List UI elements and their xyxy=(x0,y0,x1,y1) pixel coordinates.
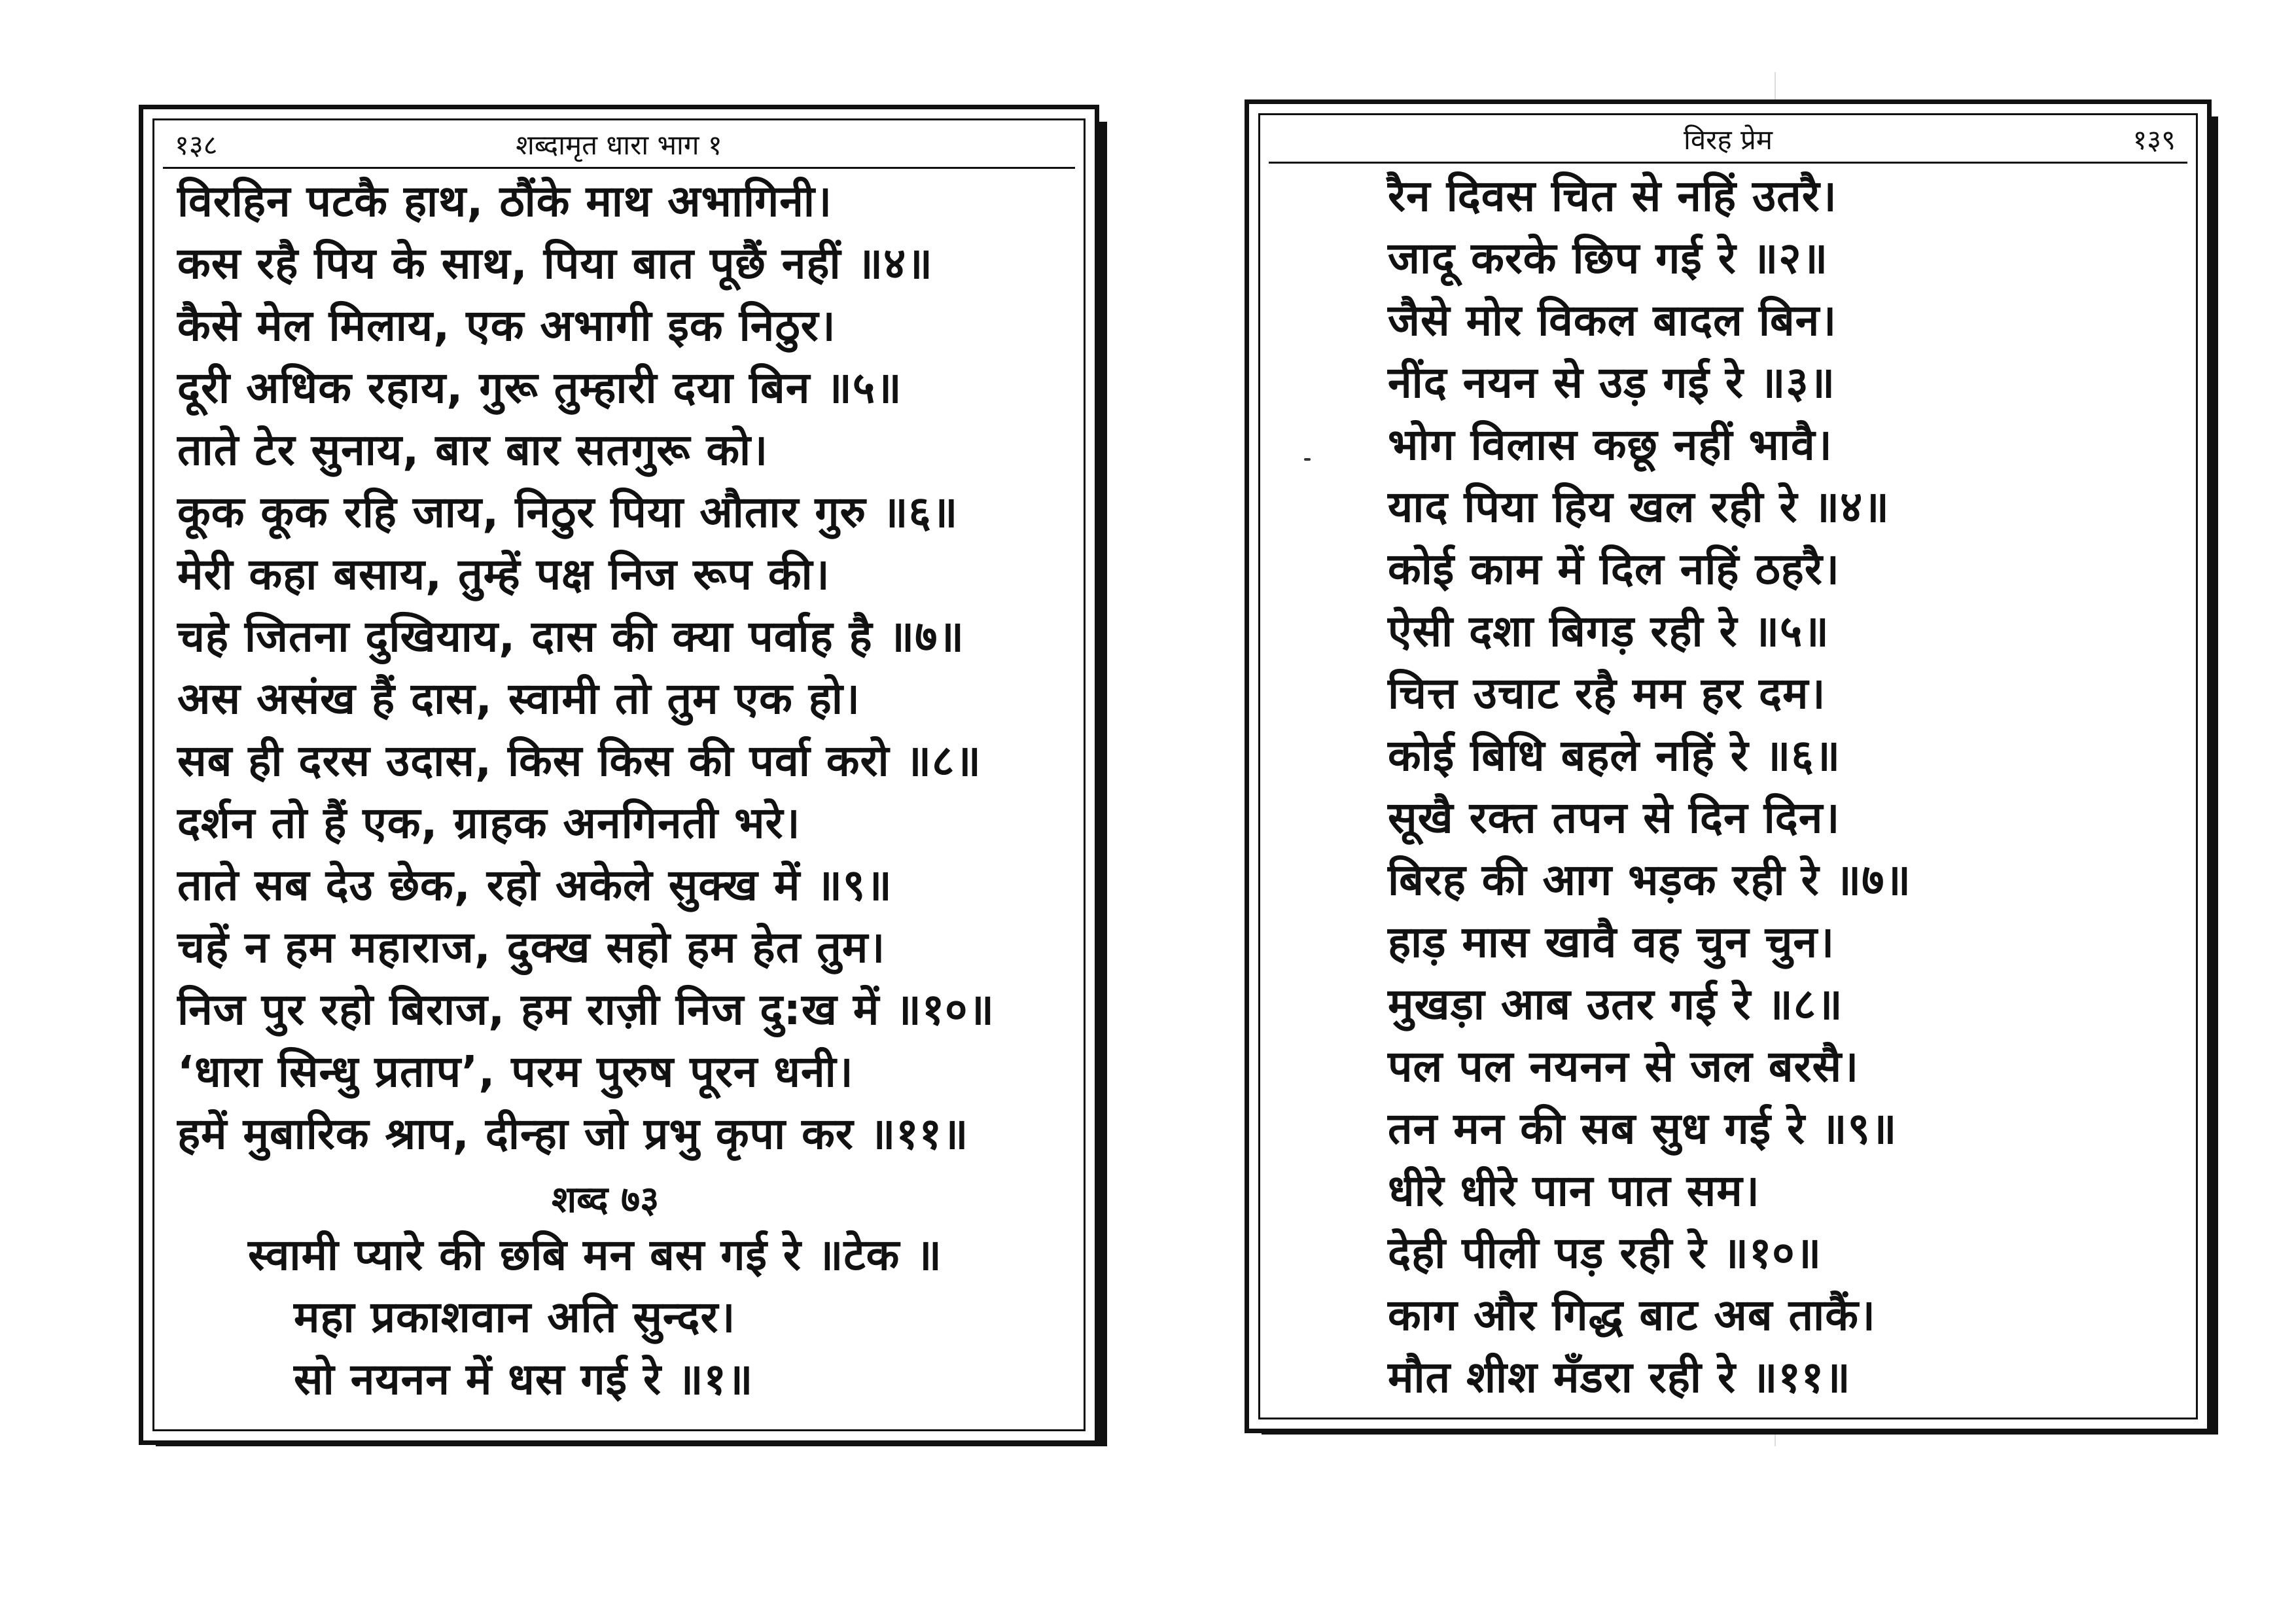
verse-line: कूक कूक रहि जाय, निठुर पिया औतार गुरु ॥६॥ xyxy=(177,487,959,537)
verse-line: दर्शन तो हैं एक, ग्राहक अनगिनती भरे। xyxy=(177,798,801,848)
shabd-line: महा प्रकाशवान अति सुन्दर। xyxy=(294,1292,736,1342)
verse-line: हाड़ मास खावै वह चुन चुन। xyxy=(1388,917,1835,967)
left-page-shadow-right xyxy=(1098,122,1107,1446)
shabd-heading: शब्द ७३ xyxy=(552,1179,660,1221)
shabd-line: सो नयनन में धस गई रे ॥१॥ xyxy=(294,1354,754,1404)
left-running-title: शब्दामृत धारा भाग १ xyxy=(516,129,722,161)
verse-line: धीरे धीरे पान पात सम। xyxy=(1388,1166,1760,1216)
verse-line: कोई बिधि बहले नहिं रे ॥६॥ xyxy=(1388,730,1841,781)
verse-line: जैसे मोर विकल बादल बिन। xyxy=(1388,295,1837,346)
verse-line: ‘धारा सिन्धु प्रताप’, परम पुरुष पूरन धनी। xyxy=(177,1046,854,1097)
verse-line: नींद नयन से उड़ गई रे ॥३॥ xyxy=(1388,357,1836,408)
verse-line: काग और गिद्ध बाट अब ताकैं। xyxy=(1388,1290,1876,1340)
scan-speck xyxy=(1304,458,1311,461)
right-running-title: विरह प्रेम xyxy=(1683,124,1773,156)
verse-line: सब ही दरस उदास, किस किस की पर्वा करो ॥८॥ xyxy=(177,736,981,786)
verse-line: अस असंख हैं दास, स्वामी तो तुम एक हो। xyxy=(177,673,860,724)
verse-line: जादू करके छिप गई रे ॥२॥ xyxy=(1388,233,1829,283)
verse-line: हमें मुबारिक श्राप, दीन्हा जो प्रभु कृपा कर ॥११॥ xyxy=(177,1109,969,1159)
verse-line: दूरी अधिक रहाय, गुरू तुम्हारी दया बिन ॥५॥ xyxy=(177,363,902,413)
verse-line: रैन दिवस चित से नहिं उतरै। xyxy=(1388,171,1837,221)
verse-line: मौत शीश मँडरा रही रे ॥११॥ xyxy=(1388,1352,1851,1402)
verse-line: चहे जितना दुखियाय, दास की क्या पर्वाह है ॥७॥ xyxy=(177,611,965,662)
verse-line: ताते सब देउ छेक, रहो अकेले सुक्ख में ॥९॥ xyxy=(177,860,892,910)
shabd-line: स्वामी प्यारे की छबि मन बस गई रे ॥टेक ॥ xyxy=(248,1230,942,1280)
verse-line: विरहिन पटकै हाथ, ठौंके माथ अभागिनी। xyxy=(177,176,833,226)
right-page-number: १३९ xyxy=(2132,124,2176,156)
verse-line: निज पुर रहो बिराज, हम राज़ी निज दु:ख में ॥१०॥ xyxy=(177,984,995,1035)
verse-line: बिरह की आग भड़क रही रे ॥७॥ xyxy=(1388,855,1911,905)
verse-line: भोग विलास कछू नहीं भावै। xyxy=(1388,419,1833,470)
verse-line: ऐसी दशा बिगड़ रही रे ॥५॥ xyxy=(1388,606,1829,656)
verse-line: तन मन की सब सुध गई रे ॥९॥ xyxy=(1388,1103,1898,1154)
verse-line: चित्त उचाट रहै मम हर दम। xyxy=(1388,668,1826,719)
verse-line: चहें न हम महाराज, दुक्ख सहो हम हेत तुम। xyxy=(177,922,886,972)
verse-line: मुखड़ा आब उतर गई रे ॥८॥ xyxy=(1388,979,1843,1029)
verse-line: देही पीली पड़ रही रे ॥१०॥ xyxy=(1388,1228,1822,1278)
left-page-number: १३८ xyxy=(175,129,218,161)
left-page xyxy=(139,105,1099,1445)
verse-line: कोई काम में दिल नहिं ठहरै। xyxy=(1388,544,1840,594)
verse-line: कस रहै पिय के साथ, पिया बात पूछैं नहीं ॥४॥ xyxy=(177,238,933,289)
verse-line: कैसे मेल मिलाय, एक अभागी इक निठुर। xyxy=(177,300,836,351)
right-page-header xyxy=(1269,118,2187,164)
verse-line: याद पिया हिय खल रही रे ॥४॥ xyxy=(1388,482,1890,532)
verse-line: ताते टेर सुनाय, बार बार सतगुरू को। xyxy=(177,425,769,475)
right-page xyxy=(1245,99,2212,1433)
verse-line: पल पल नयनन से जल बरसै। xyxy=(1388,1041,1860,1092)
verse-line: सूखै रक्त तपन से दिन दिन। xyxy=(1388,793,1841,843)
left-page-header xyxy=(163,124,1075,169)
verse-line: मेरी कहा बसाय, तुम्हें पक्ष निज रूप की। xyxy=(177,549,830,599)
